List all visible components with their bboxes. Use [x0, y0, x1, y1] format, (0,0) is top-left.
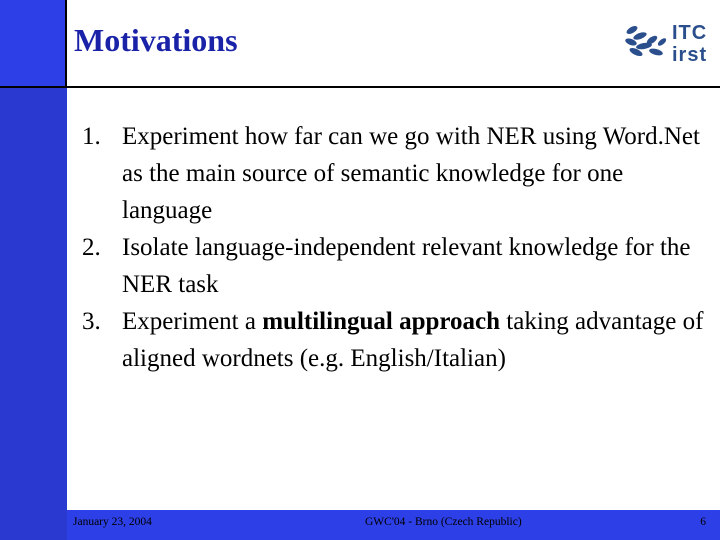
- list-item: [82, 303, 712, 377]
- list-item: [82, 229, 712, 303]
- item-number: 1.: [82, 123, 101, 150]
- slide-title: Motivations: [74, 22, 238, 58]
- item-number: 2.: [82, 234, 101, 261]
- item-text: Isolate language-independent relevant knowledge for the NER task: [122, 234, 691, 298]
- item-text: Experiment how far can we go with NER using Word.Net as the main source of semantic knowledge for one language: [122, 123, 700, 224]
- footer-bar: [67, 510, 720, 540]
- logo-text-irst: irst: [672, 44, 708, 66]
- leaf-logo-icon: [622, 20, 672, 64]
- logo-text-itc: ITC: [672, 22, 708, 44]
- footer-conference: GWC'04 - Brno (Czech Republic): [365, 516, 522, 528]
- list-item: [82, 118, 712, 229]
- item-number: 3.: [82, 308, 101, 335]
- item-text-after: taking advantage of aligned wordnets (e.g. English/Italian): [122, 308, 704, 372]
- item-text-bold: multilingual approach: [262, 308, 501, 335]
- page-number: 6: [700, 516, 706, 528]
- item-text-before: Experiment a: [122, 308, 263, 335]
- footer-date: January 23, 2004: [73, 516, 152, 528]
- title-corner-box: [0, 0, 67, 88]
- motivation-list: [82, 118, 712, 377]
- title-divider-line: [65, 86, 720, 88]
